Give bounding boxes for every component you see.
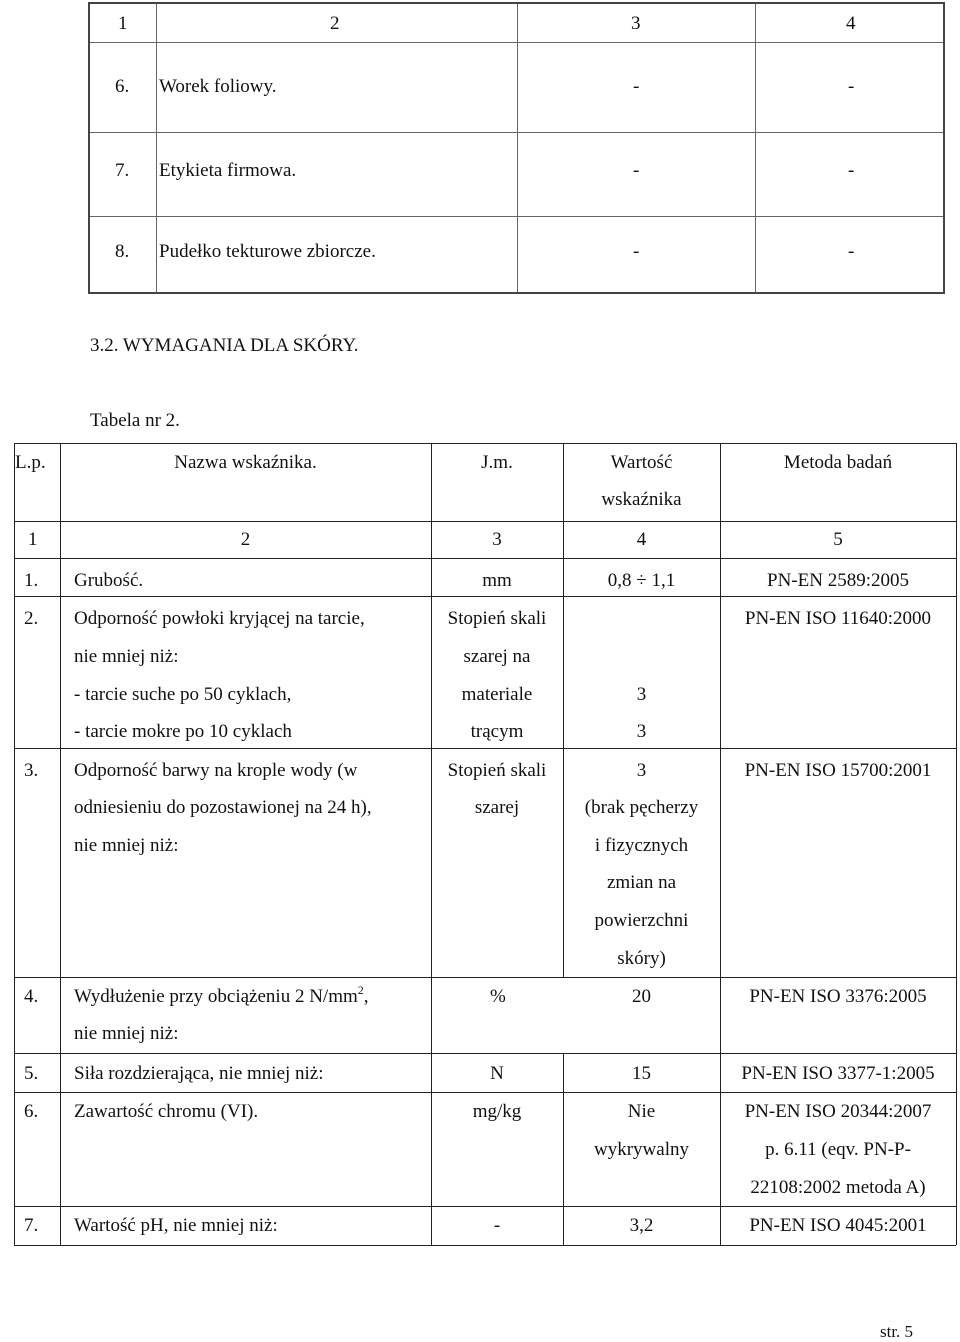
row-name: Zawartość chromu (VI).	[74, 1101, 259, 1122]
row-col4: -	[848, 160, 855, 181]
header-col-2: 2	[330, 13, 340, 34]
row-number: 2.	[24, 608, 39, 629]
row-name-line: odniesieniu do pozostawionej na 24 h),	[74, 797, 372, 818]
row-name: Wartość pH, nie mniej niż:	[74, 1215, 278, 1236]
section-title: 3.2. WYMAGANIA DLA SKÓRY.	[90, 335, 359, 356]
header-col-1: 1	[118, 13, 128, 34]
row-method: PN-EN 2589:2005	[767, 570, 909, 591]
row-number: 4.	[24, 986, 39, 1007]
header-lp: L.p.	[15, 452, 46, 473]
row-value-line: (brak pęcherzy	[584, 797, 699, 818]
col-number-5: 5	[833, 529, 843, 550]
row-method-line: PN-EN ISO 20344:2007	[744, 1101, 932, 1122]
row-method: PN-EN ISO 3377-1:2005	[741, 1063, 935, 1084]
row-number: 7.	[115, 160, 130, 181]
row-name-line: Odporność powłoki kryjącej na tarcie,	[74, 608, 365, 629]
row-name-line: nie mniej niż:	[74, 646, 179, 667]
header-method: Metoda badań	[783, 452, 893, 473]
row-unit-line: szarej na	[463, 646, 531, 667]
row-col4: -	[848, 241, 855, 262]
header-value-line2: wskaźnika	[601, 489, 682, 510]
row-value-line: 3	[636, 721, 647, 742]
row-unit: %	[490, 986, 506, 1007]
row-col3: -	[633, 76, 640, 97]
row-unit: N	[490, 1063, 504, 1084]
row-unit-line: szarej	[474, 797, 520, 818]
row-method-line: 22108:2002 metoda A)	[750, 1177, 926, 1198]
row-unit-line: materiale	[461, 684, 533, 705]
row-unit: mg/kg	[472, 1101, 522, 1122]
row-name-line: nie mniej niż:	[74, 1023, 179, 1044]
row-value-line: powierzchni	[594, 910, 689, 931]
col-number-4: 4	[636, 529, 647, 550]
row-value: 3,2	[629, 1215, 654, 1236]
row-unit-line: trącym	[470, 721, 524, 742]
row-number: 5.	[24, 1063, 39, 1084]
table-caption: Tabela nr 2.	[90, 410, 180, 431]
row-name: Worek foliowy.	[159, 76, 277, 97]
header-value-line1: Wartość	[610, 452, 673, 473]
row-value: 15	[632, 1063, 651, 1084]
row-value: 20	[632, 986, 651, 1007]
row-method: PN-EN ISO 4045:2001	[749, 1215, 927, 1236]
row-unit-line: Stopień skali	[447, 760, 547, 781]
row-name-line: Odporność barwy na krople wody (w	[74, 760, 358, 781]
row-name-line: - tarcie mokre po 10 cyklach	[74, 721, 292, 742]
row-col3: -	[633, 160, 640, 181]
header-unit: J.m.	[481, 452, 513, 473]
row-name-line: - tarcie suche po 50 cyklach,	[74, 684, 292, 705]
row-unit: -	[493, 1215, 501, 1236]
row-name-line	[74, 983, 369, 1008]
row-unit: mm	[482, 570, 512, 591]
row-name: Pudełko tekturowe zbiorcze.	[159, 241, 376, 262]
row-name-line: nie mniej niż:	[74, 835, 179, 856]
col-number-3: 3	[492, 529, 502, 550]
row-value-line: zmian na	[606, 872, 677, 893]
row-method: PN-EN ISO 3376:2005	[749, 986, 927, 1007]
header-name: Nazwa wskaźnika.	[174, 452, 317, 473]
row-number: 6.	[115, 76, 130, 97]
row-name: Grubość.	[74, 570, 144, 591]
row-number: 3.	[24, 760, 39, 781]
header-col-4: 4	[846, 13, 856, 34]
row-name-suffix: ,	[363, 986, 369, 1007]
superscript: 2	[357, 983, 364, 997]
row-number: 8.	[115, 241, 130, 262]
row-col4: -	[848, 76, 855, 97]
row-method: PN-EN ISO 15700:2001	[744, 760, 932, 781]
row-value: 0,8 ÷ 1,1	[607, 570, 676, 591]
col-number-2: 2	[240, 529, 251, 550]
row-value-line: 3	[636, 760, 647, 781]
row-number: 6.	[24, 1101, 39, 1122]
row-method-line: p. 6.11 (eqv. PN-P-	[765, 1139, 911, 1160]
row-col3: -	[633, 241, 640, 262]
header-col-3: 3	[631, 13, 641, 34]
row-unit-line: Stopień skali	[447, 608, 547, 629]
row-name: Siła rozdzierająca, nie mniej niż:	[74, 1063, 324, 1084]
row-value-line: 3	[636, 684, 647, 705]
row-number: 1.	[24, 570, 39, 591]
row-method: PN-EN ISO 11640:2000	[744, 608, 932, 629]
page-number: str. 5	[880, 1322, 914, 1341]
row-value-line: Nie	[627, 1101, 656, 1122]
row-name: Etykieta firmowa.	[159, 160, 297, 181]
row-name-text: Wydłużenie przy obciążeniu 2 N/mm	[74, 986, 358, 1007]
row-value-line: skóry)	[617, 948, 666, 969]
row-value-line: i fizycznych	[594, 835, 689, 856]
col-number-1: 1	[28, 529, 38, 550]
packaging-table	[88, 2, 945, 294]
row-value-line: wykrywalny	[594, 1139, 689, 1160]
row-number: 7.	[24, 1215, 39, 1236]
